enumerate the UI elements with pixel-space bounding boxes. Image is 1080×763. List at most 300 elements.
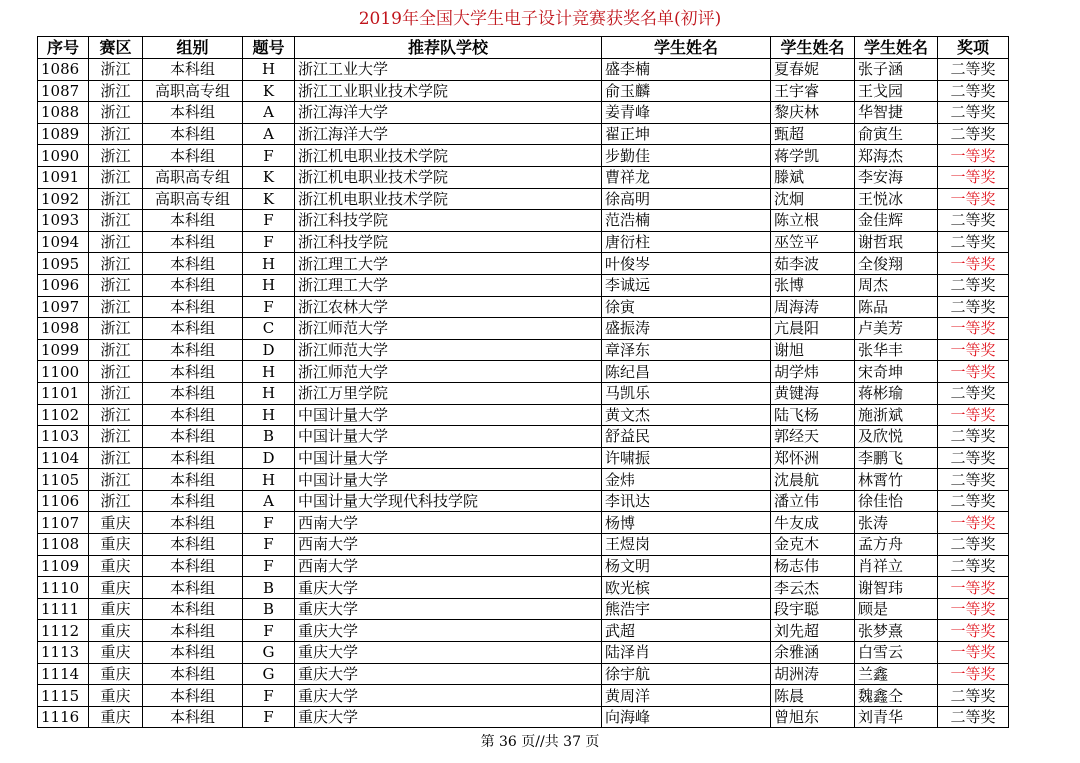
table-row <box>38 685 1009 707</box>
cell-student-3: 宋奇坤 <box>855 361 938 383</box>
cell-student-2: 黄键海 <box>771 382 855 404</box>
cell-region: 浙江 <box>89 145 143 167</box>
cell-student-1: 杨文明 <box>602 555 771 577</box>
cell-award: 二等奖 <box>938 534 1009 556</box>
cell-student-2: 巫笠平 <box>771 231 855 253</box>
table-row <box>38 642 1009 664</box>
cell-award: 一等奖 <box>938 145 1009 167</box>
cell-group: 本科组 <box>143 339 243 361</box>
table-row <box>38 361 1009 383</box>
table-row <box>38 59 1009 81</box>
cell-student-2: 刘先超 <box>771 620 855 642</box>
cell-student-1: 盛李楠 <box>602 59 771 81</box>
cell-region: 重庆 <box>89 598 143 620</box>
cell-student-2: 胡学炜 <box>771 361 855 383</box>
cell-award: 二等奖 <box>938 685 1009 707</box>
cell-award: 二等奖 <box>938 210 1009 232</box>
cell-group: 本科组 <box>143 404 243 426</box>
cell-group: 本科组 <box>143 663 243 685</box>
cell-school: 西南大学 <box>295 534 602 556</box>
cell-student-3: 施浙斌 <box>855 404 938 426</box>
header-student-2: 学生姓名 <box>771 37 855 59</box>
header-student-1: 学生姓名 <box>602 37 771 59</box>
cell-school: 浙江理工大学 <box>295 274 602 296</box>
cell-problem: G <box>243 663 295 685</box>
cell-student-2: 陆飞杨 <box>771 404 855 426</box>
cell-region: 浙江 <box>89 102 143 124</box>
cell-school: 重庆大学 <box>295 706 602 728</box>
cell-student-3: 王戈园 <box>855 80 938 102</box>
cell-student-3: 魏鑫仝 <box>855 685 938 707</box>
table-row <box>38 231 1009 253</box>
cell-award: 一等奖 <box>938 339 1009 361</box>
cell-problem: B <box>243 577 295 599</box>
cell-group: 本科组 <box>143 598 243 620</box>
cell-seq: 1098 <box>38 318 89 340</box>
cell-school: 浙江理工大学 <box>295 253 602 275</box>
cell-student-1: 杨博 <box>602 512 771 534</box>
cell-school: 浙江机电职业技术学院 <box>295 188 602 210</box>
cell-seq: 1090 <box>38 145 89 167</box>
cell-student-1: 徐高明 <box>602 188 771 210</box>
cell-region: 浙江 <box>89 296 143 318</box>
cell-school: 浙江农林大学 <box>295 296 602 318</box>
cell-seq: 1107 <box>38 512 89 534</box>
cell-student-2: 杨志伟 <box>771 555 855 577</box>
cell-award: 二等奖 <box>938 426 1009 448</box>
cell-student-3: 周杰 <box>855 274 938 296</box>
cell-student-3: 华智捷 <box>855 102 938 124</box>
table-row <box>38 80 1009 102</box>
cell-student-3: 张梦熹 <box>855 620 938 642</box>
cell-school: 浙江机电职业技术学院 <box>295 166 602 188</box>
cell-student-2: 王宇睿 <box>771 80 855 102</box>
cell-student-2: 周海涛 <box>771 296 855 318</box>
cell-problem: A <box>243 490 295 512</box>
cell-seq: 1115 <box>38 685 89 707</box>
cell-group: 本科组 <box>143 231 243 253</box>
cell-group: 本科组 <box>143 447 243 469</box>
cell-region: 浙江 <box>89 469 143 491</box>
cell-award: 二等奖 <box>938 59 1009 81</box>
cell-school: 浙江师范大学 <box>295 361 602 383</box>
cell-award: 一等奖 <box>938 663 1009 685</box>
cell-seq: 1114 <box>38 663 89 685</box>
cell-student-3: 张华丰 <box>855 339 938 361</box>
cell-seq: 1104 <box>38 447 89 469</box>
cell-seq: 1109 <box>38 555 89 577</box>
cell-student-1: 章泽东 <box>602 339 771 361</box>
table-row <box>38 382 1009 404</box>
cell-problem: G <box>243 642 295 664</box>
cell-student-2: 郭经天 <box>771 426 855 448</box>
cell-group: 本科组 <box>143 382 243 404</box>
cell-student-1: 李讯达 <box>602 490 771 512</box>
cell-school: 中国计量大学 <box>295 469 602 491</box>
cell-student-3: 林霄竹 <box>855 469 938 491</box>
cell-student-3: 陈品 <box>855 296 938 318</box>
cell-student-3: 顾是 <box>855 598 938 620</box>
table-row <box>38 490 1009 512</box>
cell-seq: 1111 <box>38 598 89 620</box>
header-student-3: 学生姓名 <box>855 37 938 59</box>
table-row <box>38 426 1009 448</box>
cell-region: 重庆 <box>89 577 143 599</box>
cell-student-3: 谢哲珉 <box>855 231 938 253</box>
cell-group: 本科组 <box>143 59 243 81</box>
cell-student-1: 翟正坤 <box>602 123 771 145</box>
cell-seq: 1086 <box>38 59 89 81</box>
cell-group: 高职高专组 <box>143 166 243 188</box>
cell-student-3: 孟方舟 <box>855 534 938 556</box>
cell-student-2: 黎庆林 <box>771 102 855 124</box>
cell-student-2: 滕斌 <box>771 166 855 188</box>
cell-award: 一等奖 <box>938 642 1009 664</box>
cell-award: 一等奖 <box>938 318 1009 340</box>
table-row <box>38 512 1009 534</box>
cell-seq: 1087 <box>38 80 89 102</box>
table-row <box>38 447 1009 469</box>
table-row <box>38 555 1009 577</box>
cell-student-2: 郑怀洲 <box>771 447 855 469</box>
cell-student-1: 黄周洋 <box>602 685 771 707</box>
cell-school: 浙江科技学院 <box>295 231 602 253</box>
cell-seq: 1102 <box>38 404 89 426</box>
cell-student-1: 唐衍柱 <box>602 231 771 253</box>
cell-student-2: 金克木 <box>771 534 855 556</box>
cell-seq: 1089 <box>38 123 89 145</box>
cell-student-2: 段宇聪 <box>771 598 855 620</box>
cell-award: 二等奖 <box>938 80 1009 102</box>
cell-student-2: 谢旭 <box>771 339 855 361</box>
cell-student-1: 步勤佳 <box>602 145 771 167</box>
cell-award: 二等奖 <box>938 274 1009 296</box>
cell-student-1: 陆泽肖 <box>602 642 771 664</box>
table-row <box>38 534 1009 556</box>
cell-region: 重庆 <box>89 685 143 707</box>
cell-region: 浙江 <box>89 123 143 145</box>
table-row <box>38 339 1009 361</box>
cell-student-3: 徐佳怡 <box>855 490 938 512</box>
cell-student-1: 徐宇航 <box>602 663 771 685</box>
table-row <box>38 188 1009 210</box>
cell-student-2: 沈炯 <box>771 188 855 210</box>
table-body <box>38 59 1009 728</box>
cell-region: 重庆 <box>89 706 143 728</box>
cell-student-3: 兰鑫 <box>855 663 938 685</box>
cell-problem: H <box>243 469 295 491</box>
cell-region: 浙江 <box>89 210 143 232</box>
cell-student-2: 张博 <box>771 274 855 296</box>
cell-seq: 1091 <box>38 166 89 188</box>
cell-student-3: 及欣悦 <box>855 426 938 448</box>
cell-problem: B <box>243 426 295 448</box>
table-row <box>38 620 1009 642</box>
cell-problem: H <box>243 274 295 296</box>
cell-award: 二等奖 <box>938 382 1009 404</box>
cell-student-2: 陈立根 <box>771 210 855 232</box>
cell-problem: D <box>243 447 295 469</box>
cell-seq: 1101 <box>38 382 89 404</box>
cell-student-2: 夏春妮 <box>771 59 855 81</box>
cell-seq: 1099 <box>38 339 89 361</box>
cell-region: 浙江 <box>89 166 143 188</box>
cell-region: 浙江 <box>89 382 143 404</box>
cell-student-1: 向海峰 <box>602 706 771 728</box>
cell-group: 本科组 <box>143 210 243 232</box>
cell-school: 重庆大学 <box>295 685 602 707</box>
cell-student-3: 全俊翔 <box>855 253 938 275</box>
cell-seq: 1112 <box>38 620 89 642</box>
cell-seq: 1094 <box>38 231 89 253</box>
header-problem: 题号 <box>243 37 295 59</box>
cell-region: 浙江 <box>89 80 143 102</box>
header-school: 推荐队学校 <box>295 37 602 59</box>
cell-seq: 1116 <box>38 706 89 728</box>
cell-student-3: 俞寅生 <box>855 123 938 145</box>
cell-group: 本科组 <box>143 555 243 577</box>
cell-student-3: 卢美芳 <box>855 318 938 340</box>
table-row <box>38 598 1009 620</box>
cell-student-1: 马凯乐 <box>602 382 771 404</box>
cell-school: 浙江万里学院 <box>295 382 602 404</box>
cell-region: 重庆 <box>89 555 143 577</box>
cell-problem: K <box>243 188 295 210</box>
cell-student-2: 李云杰 <box>771 577 855 599</box>
cell-region: 浙江 <box>89 339 143 361</box>
cell-student-1: 金炜 <box>602 469 771 491</box>
cell-student-1: 范浩楠 <box>602 210 771 232</box>
cell-group: 本科组 <box>143 642 243 664</box>
table-row <box>38 102 1009 124</box>
cell-student-2: 潘立伟 <box>771 490 855 512</box>
page-footer: 第 36 页//共 37 页 <box>480 734 600 750</box>
cell-group: 本科组 <box>143 361 243 383</box>
cell-seq: 1088 <box>38 102 89 124</box>
cell-problem: F <box>243 296 295 318</box>
cell-school: 浙江科技学院 <box>295 210 602 232</box>
cell-student-1: 盛振涛 <box>602 318 771 340</box>
cell-student-3: 金佳辉 <box>855 210 938 232</box>
cell-region: 浙江 <box>89 274 143 296</box>
cell-award: 二等奖 <box>938 706 1009 728</box>
cell-student-2: 余雅涵 <box>771 642 855 664</box>
cell-award: 一等奖 <box>938 166 1009 188</box>
cell-region: 浙江 <box>89 231 143 253</box>
cell-problem: F <box>243 706 295 728</box>
cell-school: 重庆大学 <box>295 598 602 620</box>
cell-school: 中国计量大学 <box>295 426 602 448</box>
cell-student-3: 王悦冰 <box>855 188 938 210</box>
cell-group: 本科组 <box>143 534 243 556</box>
cell-problem: F <box>243 534 295 556</box>
cell-seq: 1095 <box>38 253 89 275</box>
cell-group: 本科组 <box>143 296 243 318</box>
cell-region: 浙江 <box>89 59 143 81</box>
cell-problem: K <box>243 80 295 102</box>
table-row <box>38 318 1009 340</box>
cell-student-1: 武超 <box>602 620 771 642</box>
cell-student-1: 徐寅 <box>602 296 771 318</box>
cell-student-1: 曹祥龙 <box>602 166 771 188</box>
cell-student-3: 肖祥立 <box>855 555 938 577</box>
cell-student-2: 蒋学凯 <box>771 145 855 167</box>
cell-award: 一等奖 <box>938 620 1009 642</box>
cell-student-2: 沈晨航 <box>771 469 855 491</box>
table-row <box>38 123 1009 145</box>
cell-problem: C <box>243 318 295 340</box>
cell-award: 一等奖 <box>938 598 1009 620</box>
cell-seq: 1106 <box>38 490 89 512</box>
cell-award: 二等奖 <box>938 123 1009 145</box>
cell-problem: F <box>243 210 295 232</box>
cell-problem: F <box>243 685 295 707</box>
cell-school: 西南大学 <box>295 555 602 577</box>
cell-student-1: 欧光槟 <box>602 577 771 599</box>
cell-school: 浙江机电职业技术学院 <box>295 145 602 167</box>
cell-problem: H <box>243 253 295 275</box>
table-row <box>38 706 1009 728</box>
cell-student-1: 王煜岗 <box>602 534 771 556</box>
table-row <box>38 210 1009 232</box>
cell-student-3: 谢智玮 <box>855 577 938 599</box>
cell-award: 一等奖 <box>938 188 1009 210</box>
header-seq: 序号 <box>38 37 89 59</box>
cell-award: 二等奖 <box>938 490 1009 512</box>
cell-student-2: 甄超 <box>771 123 855 145</box>
cell-problem: A <box>243 102 295 124</box>
cell-group: 本科组 <box>143 318 243 340</box>
cell-award: 一等奖 <box>938 404 1009 426</box>
cell-award: 一等奖 <box>938 361 1009 383</box>
cell-problem: D <box>243 339 295 361</box>
header-award: 奖项 <box>938 37 1009 59</box>
cell-problem: A <box>243 123 295 145</box>
cell-group: 本科组 <box>143 706 243 728</box>
cell-seq: 1093 <box>38 210 89 232</box>
cell-region: 重庆 <box>89 534 143 556</box>
cell-group: 本科组 <box>143 685 243 707</box>
page-title: 2019年全国大学生电子设计竞赛获奖名单(初评) <box>358 9 722 29</box>
cell-region: 浙江 <box>89 490 143 512</box>
cell-student-1: 叶俊岑 <box>602 253 771 275</box>
cell-group: 本科组 <box>143 512 243 534</box>
cell-award: 二等奖 <box>938 447 1009 469</box>
cell-problem: F <box>243 231 295 253</box>
cell-problem: H <box>243 59 295 81</box>
cell-school: 浙江海洋大学 <box>295 123 602 145</box>
cell-group: 本科组 <box>143 469 243 491</box>
cell-seq: 1100 <box>38 361 89 383</box>
cell-seq: 1096 <box>38 274 89 296</box>
cell-school: 中国计量大学现代科技学院 <box>295 490 602 512</box>
cell-region: 浙江 <box>89 318 143 340</box>
cell-problem: F <box>243 145 295 167</box>
cell-student-1: 俞玉麟 <box>602 80 771 102</box>
cell-award: 二等奖 <box>938 555 1009 577</box>
cell-region: 浙江 <box>89 447 143 469</box>
table-row <box>38 274 1009 296</box>
cell-group: 本科组 <box>143 253 243 275</box>
cell-award: 一等奖 <box>938 577 1009 599</box>
table-row <box>38 253 1009 275</box>
cell-problem: H <box>243 361 295 383</box>
cell-school: 西南大学 <box>295 512 602 534</box>
table-row <box>38 296 1009 318</box>
cell-school: 重庆大学 <box>295 642 602 664</box>
cell-student-3: 蒋彬瑜 <box>855 382 938 404</box>
cell-region: 重庆 <box>89 620 143 642</box>
cell-award: 二等奖 <box>938 469 1009 491</box>
cell-group: 本科组 <box>143 123 243 145</box>
cell-school: 浙江工业职业技术学院 <box>295 80 602 102</box>
cell-seq: 1097 <box>38 296 89 318</box>
cell-problem: F <box>243 555 295 577</box>
cell-student-3: 郑海杰 <box>855 145 938 167</box>
cell-student-3: 张子涵 <box>855 59 938 81</box>
cell-school: 重庆大学 <box>295 663 602 685</box>
cell-school: 浙江师范大学 <box>295 318 602 340</box>
cell-region: 浙江 <box>89 426 143 448</box>
cell-region: 浙江 <box>89 188 143 210</box>
table-row <box>38 577 1009 599</box>
header-group: 组别 <box>143 37 243 59</box>
cell-problem: B <box>243 598 295 620</box>
cell-seq: 1103 <box>38 426 89 448</box>
cell-school: 浙江海洋大学 <box>295 102 602 124</box>
cell-seq: 1105 <box>38 469 89 491</box>
cell-student-2: 曾旭东 <box>771 706 855 728</box>
cell-award: 一等奖 <box>938 253 1009 275</box>
cell-student-2: 茹李波 <box>771 253 855 275</box>
cell-region: 重庆 <box>89 642 143 664</box>
table-row <box>38 663 1009 685</box>
cell-student-2: 亢晨阳 <box>771 318 855 340</box>
cell-problem: F <box>243 512 295 534</box>
cell-student-2: 胡洲涛 <box>771 663 855 685</box>
cell-group: 高职高专组 <box>143 80 243 102</box>
cell-school: 中国计量大学 <box>295 404 602 426</box>
cell-group: 本科组 <box>143 490 243 512</box>
cell-award: 二等奖 <box>938 296 1009 318</box>
cell-student-2: 牛友成 <box>771 512 855 534</box>
cell-seq: 1113 <box>38 642 89 664</box>
table-row <box>38 469 1009 491</box>
cell-group: 本科组 <box>143 145 243 167</box>
table-row <box>38 145 1009 167</box>
cell-problem: H <box>243 404 295 426</box>
table-row <box>38 166 1009 188</box>
header-region: 赛区 <box>89 37 143 59</box>
cell-student-3: 李安海 <box>855 166 938 188</box>
cell-seq: 1108 <box>38 534 89 556</box>
cell-group: 本科组 <box>143 577 243 599</box>
cell-seq: 1110 <box>38 577 89 599</box>
cell-seq: 1092 <box>38 188 89 210</box>
cell-student-1: 舒益民 <box>602 426 771 448</box>
cell-student-1: 姜青峰 <box>602 102 771 124</box>
cell-student-1: 陈纪昌 <box>602 361 771 383</box>
cell-award: 二等奖 <box>938 102 1009 124</box>
cell-student-1: 李诚远 <box>602 274 771 296</box>
header-row <box>38 37 1009 59</box>
cell-problem: K <box>243 166 295 188</box>
cell-school: 重庆大学 <box>295 620 602 642</box>
cell-group: 本科组 <box>143 426 243 448</box>
awards-table <box>37 36 1009 728</box>
cell-region: 浙江 <box>89 253 143 275</box>
cell-region: 重庆 <box>89 663 143 685</box>
